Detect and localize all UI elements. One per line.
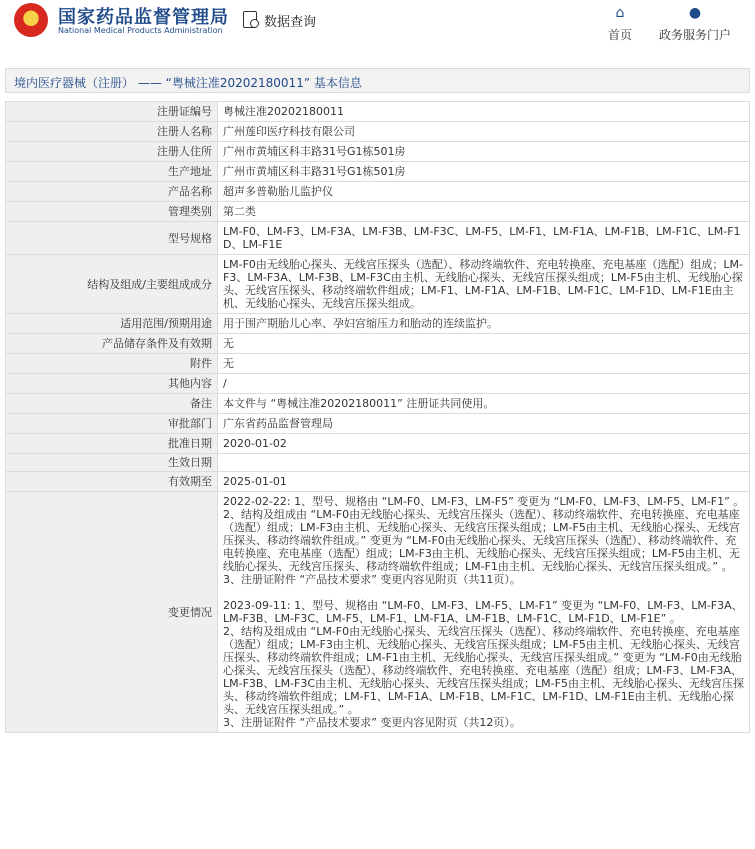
field-label: 注册人住所: [6, 142, 218, 162]
field-label: 型号规格: [6, 222, 218, 255]
field-label: 适用范围/预期用途: [6, 314, 218, 334]
data-query-link[interactable]: 数据查询: [264, 15, 317, 30]
field-value: 广东省药品监督管理局: [218, 414, 750, 434]
nav-gov-service-label: 政务服务门户: [658, 28, 731, 42]
field-label: 备注: [6, 394, 218, 414]
table-row: [6, 334, 750, 354]
field-label: 产品储存条件及有效期: [6, 334, 218, 354]
page-title: 境内医疗器械（注册） —— “粤械注准20202180011” 基本信息: [5, 68, 750, 93]
nav-gov-service[interactable]: [655, 5, 735, 43]
field-label: 审批部门: [6, 414, 218, 434]
table-row: [6, 354, 750, 374]
nav-home[interactable]: [605, 5, 635, 43]
site-name-cn[interactable]: 国家药品监督管理局: [58, 7, 229, 28]
field-value: LM-F0由无线胎心探头、无线宫压探头（选配）、移动终端软件、充电转换座、充电基座（选配）组成；LM-F3、LM-F3A、LM-F3B、LM-F3C由主机、无线胎心探头、无线宫压探头组成；LM-F5由主机、无线胎心探头、无线宫压探头、移动终端软件组成；LM-F1、LM-F1A、LM-F1B、LM-F1C、LM-F1D、LM-F1E由主机、无线胎心探头、无线宫压探头组成。: [218, 255, 750, 314]
home-icon: ⌂: [615, 5, 625, 21]
field-label: 其他内容: [6, 374, 218, 394]
field-value: 广州市黄埔区科丰路31号G1栋501房: [218, 142, 750, 162]
table-row: [6, 122, 750, 142]
table-row: [6, 102, 750, 122]
table-row: [6, 434, 750, 454]
site-header: [0, 0, 755, 46]
field-label: 注册证编号: [6, 102, 218, 122]
field-label: 管理类别: [6, 202, 218, 222]
table-row: [6, 162, 750, 182]
table-row: [6, 472, 750, 492]
table-row-change-history: [6, 492, 750, 733]
field-value: 2020-01-02: [218, 434, 750, 454]
field-value: 广州市黄埔区科丰路31号G1栋501房: [218, 162, 750, 182]
field-value: 粤械注准20202180011: [218, 102, 750, 122]
field-value: 无: [218, 354, 750, 374]
table-row: [6, 142, 750, 162]
field-label: 结构及组成/主要组成成分: [6, 255, 218, 314]
table-row: [6, 202, 750, 222]
field-label: 生效日期: [6, 454, 218, 472]
field-label: 有效期至: [6, 472, 218, 492]
change-entry: 2023-09-11: 1、型号、规格由 “LM-F0、LM-F3、LM-F5、LM-F1” 变更为 “LM-F0、LM-F3、LM-F3A、LM-F3B、LM-F3C、LM-F5、LM-F1、LM-F1A、LM-F1B、LM-F1C、LM-F1D、LM-F1E” 。 2、结构及组成由 “LM-F0由无线胎心探头、无线宫压探头（选配）、移动终端软件、充电转换座、充电基座（选配）组成；LM-F3由主机、无线胎心探头、无线宫压探头组成；LM-F5由主机、无线胎心探头、无线宫压探头、移动终端软件组成；LM-F1由主机、无线胎心探头、无线宫压探头组成。” 变更为 “LM-F0由无线胎心探头、无线宫压探头（选配）、移动终端软件、充电转换座、充电基座（选配）组成；LM-F3、LM-F3A、LM-F3B、LM-F3C由主机、无线胎心探头、无线宫压探头组成；LM-F5由主机、无线胎心探头、无线宫压探头、移动终端软件组成；LM-F1、LM-F1A、LM-F1B、LM-F1C、LM-F1D、LM-F1E由主机、无线胎心探头、无线宫压探头组成。” 。 3、注册证附件 “产品技术要求” 变更内容见附页（共12页）。: [223, 599, 744, 729]
field-value: /: [218, 374, 750, 394]
field-label: 批准日期: [6, 434, 218, 454]
field-value: 用于围产期胎儿心率、孕妇宫缩压力和胎动的连续监护。: [218, 314, 750, 334]
national-emblem-logo: [14, 3, 48, 37]
field-label: 变更情况: [6, 492, 218, 733]
change-entry: 2022-02-22: 1、型号、规格由 “LM-F0、LM-F3、LM-F5” 变更为 “LM-F0、LM-F3、LM-F5、LM-F1” 。 2、结构及组成由 “LM-F0由无线胎心探头、无线宫压探头（选配）、移动终端软件、充电转换座、充电基座（选配）组成；LM-F3由主机、无线胎心探头、无线宫压探头组成；LM-F5由主机、无线胎心探头、无线宫压探头、移动终端软件组成。” 变更为 “LM-F0由无线胎心探头、无线宫压探头（选配）、移动终端软件、充电转换座、充电基座（选配）组成；LM-F3由主机、无线胎心探头、无线宫压探头组成；LM-F5由主机、无线胎心探头、无线宫压探头、移动终端软件组成；LM-F1由主机、无线胎心探头、无线宫压探头组成。” 。 3、注册证附件 “产品技术要求” 变更内容见附页（共11页）。: [223, 495, 745, 586]
field-label: 附件: [6, 354, 218, 374]
field-value: 第二类: [218, 202, 750, 222]
site-name-en: National Medical Products Administration: [58, 26, 223, 35]
table-row: [6, 222, 750, 255]
field-value: [218, 454, 750, 472]
field-value: 广州莲印医疗科技有限公司: [218, 122, 750, 142]
field-value: 无: [218, 334, 750, 354]
field-value: 2025-01-01: [218, 472, 750, 492]
data-query-icon[interactable]: [243, 11, 257, 28]
field-label: 产品名称: [6, 182, 218, 202]
field-label: 生产地址: [6, 162, 218, 182]
user-icon: ●: [688, 5, 702, 21]
field-label: 注册人名称: [6, 122, 218, 142]
change-history-value: [218, 492, 750, 733]
field-value: 超声多普勒胎儿监护仪: [218, 182, 750, 202]
nav-home-label: 首页: [607, 28, 632, 42]
table-row: [6, 314, 750, 334]
table-row: [6, 182, 750, 202]
detail-table: [5, 101, 750, 733]
table-row: [6, 394, 750, 414]
table-row: [6, 454, 750, 472]
table-row: [6, 414, 750, 434]
field-value: 本文件与 “粤械注准20202180011” 注册证共同使用。: [218, 394, 750, 414]
field-value: LM-F0、LM-F3、LM-F3A、LM-F3B、LM-F3C、LM-F5、LM-F1、LM-F1A、LM-F1B、LM-F1C、LM-F1D、LM-F1E: [218, 222, 750, 255]
table-row: [6, 255, 750, 314]
table-row: [6, 374, 750, 394]
